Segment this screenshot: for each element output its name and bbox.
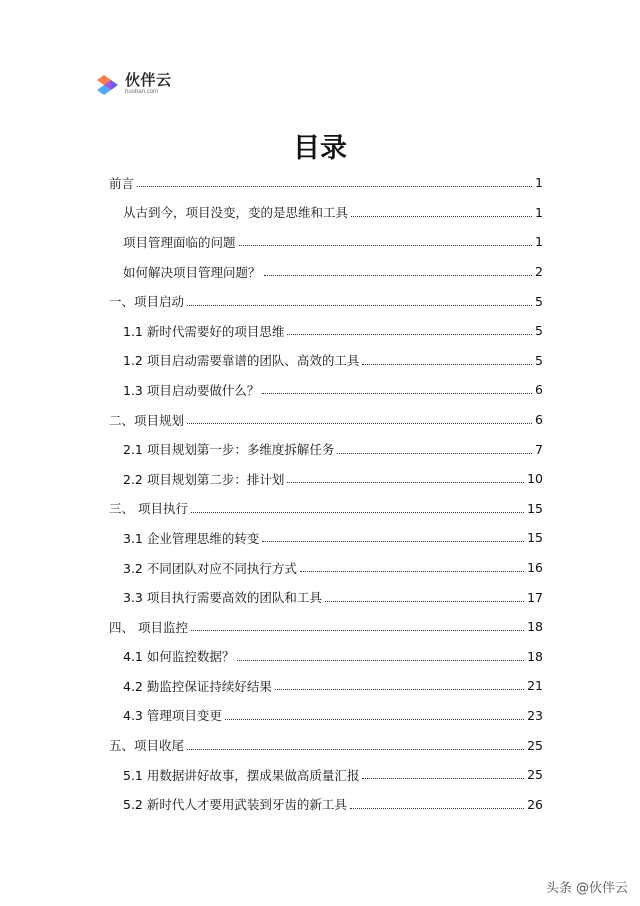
- toc-entry-page-number: 26: [527, 796, 543, 812]
- toc-entry-page-number: 18: [527, 619, 543, 635]
- toc-entry[interactable]: [109, 553, 543, 583]
- toc-entry-label: 项目管理面临的问题: [123, 234, 236, 250]
- toc-entry[interactable]: [109, 523, 543, 553]
- toc-entry-label: 前言: [109, 175, 135, 191]
- toc-entry[interactable]: [109, 198, 543, 228]
- toc-leader-dots: [362, 777, 524, 779]
- toc-entry[interactable]: [109, 257, 543, 287]
- toc-entry[interactable]: [109, 494, 543, 524]
- toc-entry[interactable]: [109, 375, 543, 405]
- toc-entry[interactable]: [109, 346, 543, 376]
- toc-entry-label: 4.2 勤监控保证持续好结果: [123, 678, 272, 694]
- toc-entry-page-number: 17: [527, 589, 543, 605]
- toc-leader-dots: [187, 304, 532, 306]
- toc-entry[interactable]: [109, 642, 543, 672]
- watermark: 头条 @伙伴云: [545, 881, 628, 896]
- toc-entry-label: 4.1 如何监控数据？: [123, 649, 235, 665]
- toc-entry-label: 3.2 不同团队对应不同执行方式: [123, 560, 297, 576]
- brand-domain: huoban.com: [125, 89, 159, 95]
- toc-leader-dots: [337, 452, 532, 454]
- toc-entry[interactable]: [109, 464, 543, 494]
- toc-entry-page-number: 5: [535, 352, 543, 368]
- toc-leader-dots: [325, 600, 524, 602]
- toc-entry-page-number: 6: [535, 382, 543, 398]
- toc-entry[interactable]: [109, 760, 543, 790]
- toc-entry[interactable]: [109, 701, 543, 731]
- toc-entry-page-number: 18: [527, 648, 543, 664]
- toc-entry[interactable]: [109, 168, 543, 198]
- toc-entry-label: 5.1 用数据讲好故事，摆成果做高质量汇报: [123, 767, 360, 783]
- page-title: 目录: [293, 133, 347, 164]
- toc-leader-dots: [287, 481, 524, 483]
- toc-entry-page-number: 23: [527, 707, 543, 723]
- huoban-logo-icon: [97, 72, 121, 96]
- toc-leader-dots: [350, 807, 524, 809]
- toc-entry-label: 如何解决项目管理问题？: [123, 264, 261, 280]
- toc-entry-page-number: 1: [535, 234, 543, 250]
- toc-entry-label: 三、 项目执行: [109, 501, 188, 517]
- toc-entry-page-number: 15: [527, 500, 543, 516]
- toc-leader-dots: [187, 422, 532, 424]
- toc-entry-page-number: 1: [535, 204, 543, 220]
- toc-entry-label: 2.1 项目规划第一步：多维度拆解任务: [123, 442, 335, 458]
- toc-entry-label: 5.2 新时代人才要用武装到牙齿的新工具: [123, 797, 347, 813]
- toc-entry-label: 从古到今，项目没变，变的是思维和工具: [123, 205, 349, 221]
- toc-leader-dots: [187, 748, 524, 750]
- toc-entry-page-number: 25: [527, 737, 543, 753]
- toc-entry[interactable]: [109, 434, 543, 464]
- brand-name: 伙伴云: [125, 71, 172, 89]
- toc-entry[interactable]: [109, 789, 543, 819]
- toc-entry[interactable]: [109, 405, 543, 435]
- toc-entry-page-number: 15: [527, 530, 543, 546]
- toc-entry-label: 五、项目收尾: [109, 738, 185, 754]
- toc-entry[interactable]: [109, 582, 543, 612]
- toc-entry-page-number: 16: [527, 560, 543, 576]
- toc-leader-dots: [287, 333, 532, 335]
- toc-leader-dots: [191, 511, 524, 513]
- toc-entry-label: 1.2 项目启动需要靠谱的团队、高效的工具: [123, 353, 360, 369]
- toc-entry[interactable]: [109, 671, 543, 701]
- toc-entry[interactable]: [109, 227, 543, 257]
- toc-entry-page-number: 7: [535, 441, 543, 457]
- toc-leader-dots: [362, 363, 532, 365]
- toc-entry-page-number: 2: [535, 264, 543, 280]
- toc-entry-label: 3.3 项目执行需要高效的团队和工具: [123, 590, 322, 606]
- toc-leader-dots: [262, 540, 524, 542]
- toc-entry-label: 4.3 管理项目变更: [123, 708, 222, 724]
- toc-entry-label: 2.2 项目规划第二步：排计划: [123, 471, 285, 487]
- toc-entry-page-number: 6: [535, 412, 543, 428]
- toc-entry-label: 3.1 企业管理思维的转变: [123, 530, 260, 546]
- brand-logo: [97, 72, 172, 96]
- toc-entry-page-number: 5: [535, 323, 543, 339]
- toc-leader-dots: [264, 274, 533, 276]
- toc-leader-dots: [239, 244, 533, 246]
- toc-entry-label: 1.1 新时代需要好的项目思维: [123, 323, 285, 339]
- toc-leader-dots: [237, 659, 524, 661]
- toc-entry-label: 1.3 项目启动要做什么？: [123, 382, 260, 398]
- toc-entry[interactable]: [109, 612, 543, 642]
- toc-entry-page-number: 5: [535, 293, 543, 309]
- table-of-contents: [109, 168, 543, 819]
- toc-entry-page-number: 10: [527, 471, 543, 487]
- toc-entry-page-number: 21: [527, 678, 543, 694]
- toc-leader-dots: [275, 688, 524, 690]
- toc-entry-label: 二、项目规划: [109, 412, 185, 428]
- toc-leader-dots: [351, 215, 532, 217]
- toc-leader-dots: [225, 718, 524, 720]
- toc-entry-page-number: 1: [535, 175, 543, 191]
- toc-entry-label: 一、项目启动: [109, 294, 185, 310]
- toc-leader-dots: [300, 570, 524, 572]
- toc-entry-page-number: 25: [527, 767, 543, 783]
- toc-leader-dots: [137, 185, 532, 187]
- toc-leader-dots: [262, 392, 532, 394]
- toc-entry[interactable]: [109, 730, 543, 760]
- toc-entry-label: 四、 项目监控: [109, 619, 188, 635]
- toc-entry[interactable]: [109, 316, 543, 346]
- toc-leader-dots: [191, 629, 524, 631]
- toc-entry[interactable]: [109, 286, 543, 316]
